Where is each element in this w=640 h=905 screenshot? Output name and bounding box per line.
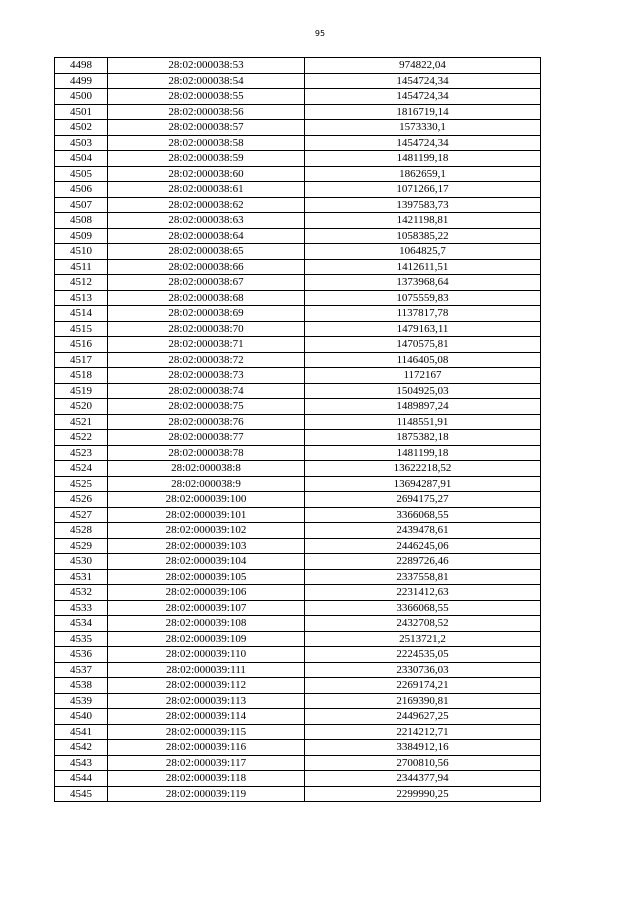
row-number-cell: 4543 <box>55 755 108 771</box>
cadastral-number-cell: 28:02:000038:57 <box>108 120 305 136</box>
table-row <box>55 166 541 182</box>
table-row <box>55 368 541 384</box>
cadastral-number-cell: 28:02:000039:107 <box>108 600 305 616</box>
cadastral-number-cell: 28:02:000039:114 <box>108 709 305 725</box>
cadastral-number-cell: 28:02:000038:77 <box>108 430 305 446</box>
row-number-cell: 4530 <box>55 554 108 570</box>
cadastral-number-cell: 28:02:000038:74 <box>108 383 305 399</box>
row-number-cell: 4532 <box>55 585 108 601</box>
table-row <box>55 693 541 709</box>
table-row <box>55 430 541 446</box>
table-row <box>55 709 541 725</box>
table-row <box>55 631 541 647</box>
row-number-cell: 4500 <box>55 89 108 105</box>
row-number-cell: 4504 <box>55 151 108 167</box>
value-cell: 1397583,73 <box>305 197 541 213</box>
value-cell: 2224535,05 <box>305 647 541 663</box>
value-cell: 2513721,2 <box>305 631 541 647</box>
table-row <box>55 740 541 756</box>
value-cell: 1075559,83 <box>305 290 541 306</box>
row-number-cell: 4516 <box>55 337 108 353</box>
table-row <box>55 786 541 802</box>
row-number-cell: 4525 <box>55 476 108 492</box>
cadastral-number-cell: 28:02:000039:112 <box>108 678 305 694</box>
table-row <box>55 399 541 415</box>
row-number-cell: 4510 <box>55 244 108 260</box>
row-number-cell: 4505 <box>55 166 108 182</box>
data-table <box>54 57 541 802</box>
table-row <box>55 151 541 167</box>
table-row <box>55 569 541 585</box>
row-number-cell: 4524 <box>55 461 108 477</box>
table-row <box>55 104 541 120</box>
cadastral-number-cell: 28:02:000039:102 <box>108 523 305 539</box>
value-cell: 2330736,03 <box>305 662 541 678</box>
value-cell: 2439478,61 <box>305 523 541 539</box>
value-cell: 1862659,1 <box>305 166 541 182</box>
value-cell: 3384912,16 <box>305 740 541 756</box>
table-body <box>55 58 541 802</box>
row-number-cell: 4531 <box>55 569 108 585</box>
cadastral-number-cell: 28:02:000039:108 <box>108 616 305 632</box>
row-number-cell: 4537 <box>55 662 108 678</box>
table-row <box>55 244 541 260</box>
cadastral-number-cell: 28:02:000038:62 <box>108 197 305 213</box>
table-row <box>55 662 541 678</box>
row-number-cell: 4501 <box>55 104 108 120</box>
value-cell: 2700810,56 <box>305 755 541 771</box>
cadastral-number-cell: 28:02:000038:9 <box>108 476 305 492</box>
cadastral-number-cell: 28:02:000038:54 <box>108 73 305 89</box>
cadastral-number-cell: 28:02:000039:110 <box>108 647 305 663</box>
row-number-cell: 4506 <box>55 182 108 198</box>
table-row <box>55 771 541 787</box>
row-number-cell: 4517 <box>55 352 108 368</box>
table-row <box>55 647 541 663</box>
table-row <box>55 461 541 477</box>
value-cell: 13622218,52 <box>305 461 541 477</box>
value-cell: 2432708,52 <box>305 616 541 632</box>
row-number-cell: 4502 <box>55 120 108 136</box>
table-row <box>55 538 541 554</box>
table-row <box>55 73 541 89</box>
cadastral-number-cell: 28:02:000039:109 <box>108 631 305 647</box>
table-row <box>55 383 541 399</box>
row-number-cell: 4508 <box>55 213 108 229</box>
page-number: 95 <box>314 29 326 38</box>
cadastral-number-cell: 28:02:000038:67 <box>108 275 305 291</box>
cadastral-number-cell: 28:02:000039:118 <box>108 771 305 787</box>
row-number-cell: 4498 <box>55 58 108 74</box>
table-row <box>55 197 541 213</box>
table-row <box>55 259 541 275</box>
row-number-cell: 4507 <box>55 197 108 213</box>
value-cell: 1146405,08 <box>305 352 541 368</box>
row-number-cell: 4509 <box>55 228 108 244</box>
cadastral-number-cell: 28:02:000038:78 <box>108 445 305 461</box>
row-number-cell: 4536 <box>55 647 108 663</box>
row-number-cell: 4522 <box>55 430 108 446</box>
cadastral-number-cell: 28:02:000038:56 <box>108 104 305 120</box>
table-row <box>55 321 541 337</box>
cadastral-number-cell: 28:02:000038:71 <box>108 337 305 353</box>
row-number-cell: 4513 <box>55 290 108 306</box>
table-row <box>55 616 541 632</box>
cadastral-number-cell: 28:02:000038:70 <box>108 321 305 337</box>
cadastral-number-cell: 28:02:000038:76 <box>108 414 305 430</box>
row-number-cell: 4514 <box>55 306 108 322</box>
cadastral-number-cell: 28:02:000039:115 <box>108 724 305 740</box>
row-number-cell: 4519 <box>55 383 108 399</box>
value-cell: 2169390,81 <box>305 693 541 709</box>
row-number-cell: 4526 <box>55 492 108 508</box>
cadastral-number-cell: 28:02:000038:61 <box>108 182 305 198</box>
cadastral-number-cell: 28:02:000039:119 <box>108 786 305 802</box>
cadastral-number-cell: 28:02:000039:105 <box>108 569 305 585</box>
table-row <box>55 306 541 322</box>
row-number-cell: 4541 <box>55 724 108 740</box>
row-number-cell: 4534 <box>55 616 108 632</box>
cadastral-number-cell: 28:02:000038:65 <box>108 244 305 260</box>
value-cell: 1573330,1 <box>305 120 541 136</box>
table-row <box>55 600 541 616</box>
cadastral-number-cell: 28:02:000038:68 <box>108 290 305 306</box>
table-row <box>55 585 541 601</box>
row-number-cell: 4535 <box>55 631 108 647</box>
cadastral-number-cell: 28:02:000039:100 <box>108 492 305 508</box>
value-cell: 2214212,71 <box>305 724 541 740</box>
value-cell: 974822,04 <box>305 58 541 74</box>
row-number-cell: 4540 <box>55 709 108 725</box>
cadastral-number-cell: 28:02:000038:72 <box>108 352 305 368</box>
table-row <box>55 476 541 492</box>
table-row <box>55 445 541 461</box>
table-row <box>55 414 541 430</box>
value-cell: 2449627,25 <box>305 709 541 725</box>
cadastral-number-cell: 28:02:000039:104 <box>108 554 305 570</box>
table-row <box>55 678 541 694</box>
table-row <box>55 182 541 198</box>
cadastral-number-cell: 28:02:000038:59 <box>108 151 305 167</box>
value-cell: 1481199,18 <box>305 151 541 167</box>
value-cell: 1058385,22 <box>305 228 541 244</box>
cadastral-number-cell: 28:02:000038:64 <box>108 228 305 244</box>
row-number-cell: 4511 <box>55 259 108 275</box>
value-cell: 3366068,55 <box>305 600 541 616</box>
table-row <box>55 352 541 368</box>
cadastral-number-cell: 28:02:000039:113 <box>108 693 305 709</box>
value-cell: 1816719,14 <box>305 104 541 120</box>
row-number-cell: 4528 <box>55 523 108 539</box>
table-row <box>55 523 541 539</box>
value-cell: 2337558,81 <box>305 569 541 585</box>
row-number-cell: 4518 <box>55 368 108 384</box>
cadastral-number-cell: 28:02:000038:69 <box>108 306 305 322</box>
value-cell: 2299990,25 <box>305 786 541 802</box>
cadastral-number-cell: 28:02:000039:103 <box>108 538 305 554</box>
table-row <box>55 337 541 353</box>
table-row <box>55 492 541 508</box>
row-number-cell: 4538 <box>55 678 108 694</box>
value-cell: 2694175,27 <box>305 492 541 508</box>
value-cell: 1454724,34 <box>305 73 541 89</box>
table-row <box>55 120 541 136</box>
cadastral-number-cell: 28:02:000039:106 <box>108 585 305 601</box>
cadastral-number-cell: 28:02:000038:58 <box>108 135 305 151</box>
cadastral-number-cell: 28:02:000038:63 <box>108 213 305 229</box>
row-number-cell: 4529 <box>55 538 108 554</box>
value-cell: 2446245,06 <box>305 538 541 554</box>
row-number-cell: 4521 <box>55 414 108 430</box>
value-cell: 1064825,7 <box>305 244 541 260</box>
cadastral-number-cell: 28:02:000039:116 <box>108 740 305 756</box>
table-row <box>55 275 541 291</box>
value-cell: 1481199,18 <box>305 445 541 461</box>
table-row <box>55 755 541 771</box>
cadastral-number-cell: 28:02:000038:66 <box>108 259 305 275</box>
row-number-cell: 4520 <box>55 399 108 415</box>
cadastral-number-cell: 28:02:000038:73 <box>108 368 305 384</box>
value-cell: 1148551,91 <box>305 414 541 430</box>
value-cell: 3366068,55 <box>305 507 541 523</box>
table-row <box>55 228 541 244</box>
cadastral-number-cell: 28:02:000038:53 <box>108 58 305 74</box>
value-cell: 2231412,63 <box>305 585 541 601</box>
table-row <box>55 554 541 570</box>
row-number-cell: 4527 <box>55 507 108 523</box>
value-cell: 1373968,64 <box>305 275 541 291</box>
value-cell: 1071266,17 <box>305 182 541 198</box>
value-cell: 13694287,91 <box>305 476 541 492</box>
row-number-cell: 4523 <box>55 445 108 461</box>
table-row <box>55 213 541 229</box>
cadastral-number-cell: 28:02:000038:8 <box>108 461 305 477</box>
value-cell: 1875382,18 <box>305 430 541 446</box>
value-cell: 1421198,81 <box>305 213 541 229</box>
value-cell: 1412611,51 <box>305 259 541 275</box>
value-cell: 1470575,81 <box>305 337 541 353</box>
cadastral-number-cell: 28:02:000038:60 <box>108 166 305 182</box>
value-cell: 1479163,11 <box>305 321 541 337</box>
row-number-cell: 4499 <box>55 73 108 89</box>
row-number-cell: 4539 <box>55 693 108 709</box>
table-row <box>55 290 541 306</box>
row-number-cell: 4533 <box>55 600 108 616</box>
value-cell: 1137817,78 <box>305 306 541 322</box>
table-row <box>55 724 541 740</box>
table-row <box>55 507 541 523</box>
cadastral-number-cell: 28:02:000039:111 <box>108 662 305 678</box>
value-cell: 1454724,34 <box>305 135 541 151</box>
value-cell: 2269174,21 <box>305 678 541 694</box>
value-cell: 1489897,24 <box>305 399 541 415</box>
cadastral-number-cell: 28:02:000038:55 <box>108 89 305 105</box>
value-cell: 1454724,34 <box>305 89 541 105</box>
value-cell: 1504925,03 <box>305 383 541 399</box>
row-number-cell: 4512 <box>55 275 108 291</box>
table-row <box>55 89 541 105</box>
table-row <box>55 58 541 74</box>
row-number-cell: 4503 <box>55 135 108 151</box>
row-number-cell: 4545 <box>55 786 108 802</box>
value-cell: 1172167 <box>305 368 541 384</box>
row-number-cell: 4515 <box>55 321 108 337</box>
cadastral-number-cell: 28:02:000039:117 <box>108 755 305 771</box>
value-cell: 2344377,94 <box>305 771 541 787</box>
value-cell: 2289726,46 <box>305 554 541 570</box>
table-row <box>55 135 541 151</box>
row-number-cell: 4542 <box>55 740 108 756</box>
cadastral-number-cell: 28:02:000039:101 <box>108 507 305 523</box>
cadastral-number-cell: 28:02:000038:75 <box>108 399 305 415</box>
row-number-cell: 4544 <box>55 771 108 787</box>
